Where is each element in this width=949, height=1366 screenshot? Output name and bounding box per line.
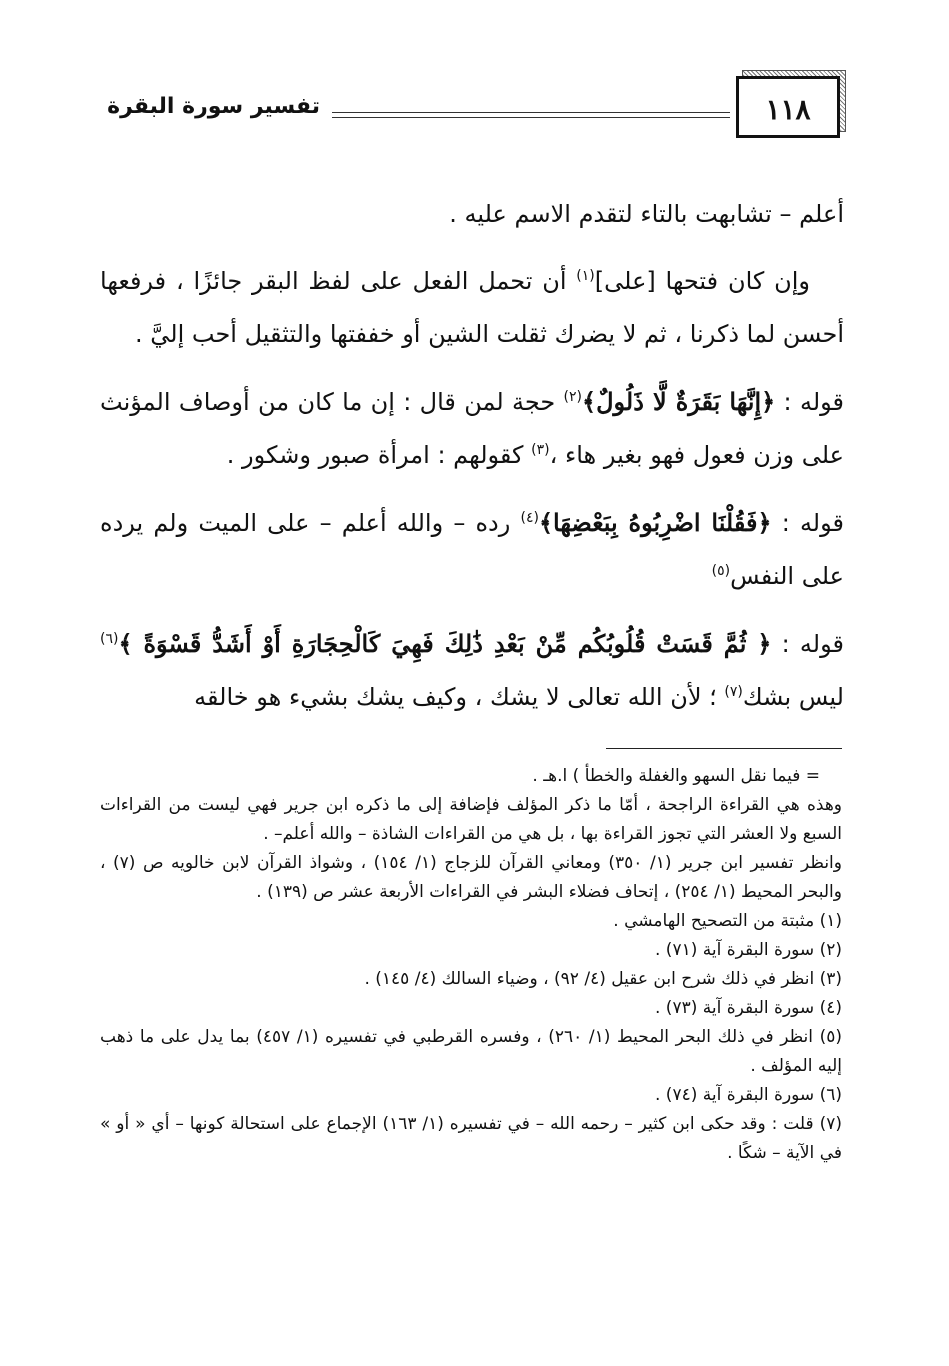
footnote-5: (٥) انظر في ذلك البحر المحيط (١/ ٢٦٠) ، وفسره القرطبي في تفسيره (١/ ٤٥٧) بما يدل على ما ذهب إليه المؤلف .	[100, 1027, 843, 1076]
paragraph-5	[100, 617, 844, 724]
footnote-ref-4: (٤)	[520, 510, 539, 526]
footnote-ref-5: (٥)	[711, 563, 731, 579]
footnote-ref-1: (١)	[576, 268, 595, 284]
footnote-continuation-1: = فيما نقل السهو والغفلة والخطأ ) ا.هـ .	[532, 766, 820, 786]
paragraph-4	[100, 496, 844, 603]
footnote-6: (٦) سورة البقرة آية (٧٤) .	[654, 1085, 842, 1105]
quran-verse-3: ﴿ ثُمَّ قَسَتْ قُلُوبُكُم مِّنْ بَعْدِ ذَٰلِكَ فَهِيَ كَالْحِجَارَةِ أَوْ أَشَدُّ قَسْوَةً ﴾	[118, 629, 772, 658]
paragraph-4-text-a: قوله :	[771, 509, 844, 537]
footnote-ref-7: (٧)	[724, 684, 743, 700]
header-rule-second	[332, 117, 730, 118]
footnote-separator	[606, 748, 842, 749]
paragraph-2-text-b: أن تحمل الفعل على لفظ البقر جائزًا ، فرفعها أحسن لما ذكرنا ، ثم لا يضرك ثقلت الشين أو خففتها والتثقيل أحب إليَّ .	[100, 267, 844, 348]
paragraph-2-text-a: وإن كان فتحها [على]	[594, 267, 810, 295]
footnote-ref-6: (٦)	[100, 631, 119, 647]
paragraph-4-text-b: رده – والله أعلم – على الميت ولم يرده على النفس	[100, 509, 844, 590]
footnote-2: (٢) سورة البقرة آية (٧١) .	[654, 940, 842, 960]
paragraph-5-text-b: ليس بشك	[742, 683, 844, 711]
footnote-1: (١) مثبتة من التصحيح الهامشي .	[613, 911, 842, 931]
header-rule	[332, 112, 730, 113]
paragraph-5-text-c: ؛ لأن الله تعالى لا يشك ، وكيف يشك بشيء هو خالقه	[194, 683, 725, 711]
quran-verse-1: ﴿إِنَّهَا بَقَرَةٌ لَّا ذَلُولٌ﴾	[582, 387, 776, 416]
main-text	[100, 188, 844, 738]
page-header	[100, 68, 840, 140]
paragraph-2	[100, 255, 844, 361]
paragraph-3-text-c: كقولهم : امرأة صبور وشكور .	[226, 441, 532, 469]
footnote-ref-3: (٣)	[531, 442, 550, 458]
footnote-4: (٤) سورة البقرة آية (٧٣) .	[654, 998, 842, 1018]
paragraph-3-text-b: حجة لمن قال : إن ما كان من أوصاف المؤنث على وزن فعول فهو بغير هاء ،	[100, 388, 844, 469]
footnote-ref-2: (٢)	[563, 389, 583, 405]
paragraph-1	[100, 188, 844, 241]
paragraph-3	[100, 375, 844, 482]
page-number: ١١٨	[765, 93, 811, 126]
footnote-continuation-2: وهذه هي القراءة الراجحة ، أمّا ما ذكر المؤلف فإضافة إلى ما ذكره ابن جرير فهي ليست من القراءات السبع ولا العشر التي تجوز القراءة بها ، بل هي من القراءات الشاذة – والله أعلم– .	[100, 795, 842, 844]
running-title: تفسير سورة البقرة	[107, 94, 320, 119]
paragraph-1-text: أعلم – تشابهت بالتاء لتقدم الاسم عليه .	[449, 200, 844, 228]
footnote-3: (٣) انظر في ذلك شرح ابن عقيل (٤/ ٩٢) ، وضياء السالك (٤/ ١٤٥) .	[364, 969, 842, 989]
page-number-box	[736, 76, 840, 138]
paragraph-5-text-a: قوله :	[771, 630, 844, 658]
footnote-7: (٧) قلت : وقد حكى ابن كثير – رحمه الله – في تفسيره (١/ ١٦٣) الإجماع على استحالة كونها – أي « أو » في الآية – شكًا .	[100, 1114, 842, 1163]
footnote-continuation-3: وانظر تفسير ابن جرير (١/ ٣٥٠) ومعاني القرآن للزجاج (١/ ١٥٤) ، وشواذ القرآن لابن خالويه ص (٧) ، والبحر المحيط (١/ ٢٥٤) ، إتحاف فضلاء البشر في القراءات الأربعة عشر ص (١٣٩) .	[100, 853, 842, 902]
footnotes	[100, 762, 842, 1168]
quran-verse-2: ﴿فَقُلْنَا اضْرِبُوهُ بِبَعْضِهَا﴾	[538, 508, 772, 537]
paragraph-3-text-a: قوله :	[775, 388, 844, 416]
